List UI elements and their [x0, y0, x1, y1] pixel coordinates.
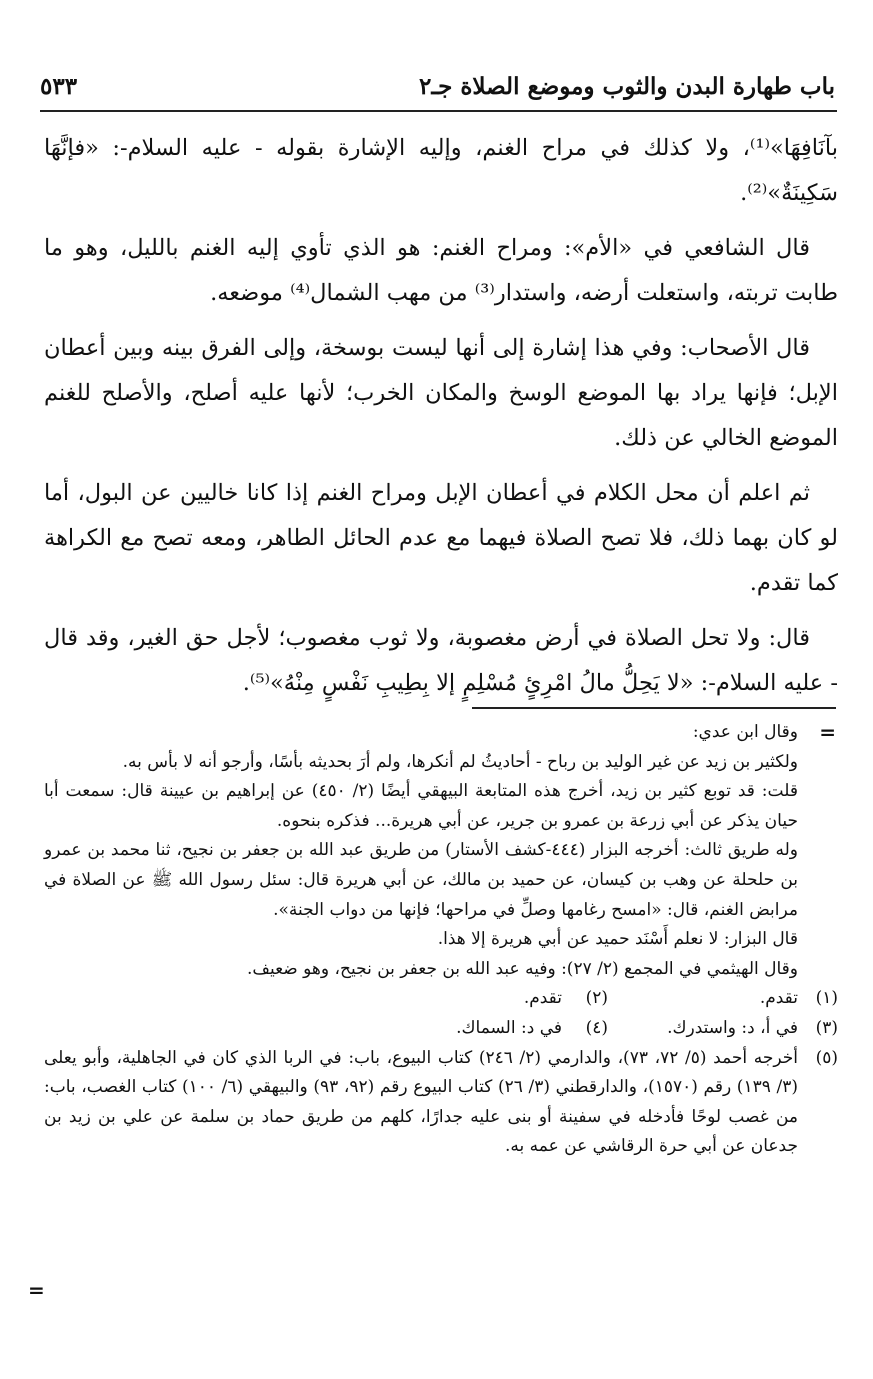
footnote-number: (٥)	[815, 1047, 838, 1068]
footnote-4	[378, 1014, 608, 1044]
footnote-number: (٣)	[815, 1017, 838, 1038]
footnote-line: وقال ابن عدي:	[692, 722, 798, 742]
paragraph-3: قال الأصحاب: وفي هذا إشارة إلى أنها ليست بوسخة، وإلى الفرق بينه وبين أعطان الإبل؛ فإنها يراد بها الموضع الوسخ والمكان الخرب؛ لأنها عليه أصلح، والأصلح للغنم الموضع الخالي عن ذلك.	[44, 335, 838, 451]
footnote-text: في أ، د: واستدرك.	[667, 1017, 798, 1038]
footnote-text: تقدم.	[759, 988, 798, 1009]
footnote-line: ولكثير بن زيد عن غير الوليد بن رباح - أحاديثُ لم أنكرها، ولم أرَ بحديثه بأسًا، وأرجو أنه لا بأس به.	[122, 751, 798, 772]
footnote-number: (٢)	[585, 988, 608, 1009]
paragraph-4: ثم اعلم أن محل الكلام في أعطان الإبل ومراح الغنم إذا كانا خاليين عن البول، أما لو كان بهما ذلك، فلا تصح الصلاة فيهما مع عدم الحائل الطاهر، ومعه تصح مع الكراهة كما تقدم.	[44, 480, 838, 596]
continuation-marker-bottom: =	[28, 1278, 45, 1302]
footnotes	[44, 718, 838, 1162]
footnote-number: (١)	[815, 988, 838, 1009]
paragraph-2: قال الشافعي في «الأم»: ومراح الغنم: هو الذي تأوي إليه الغنم بالليل، وهو ما طابت تربته، واستعلت أرضه، واستدار⁽³⁾ من مهب الشمال⁽⁴⁾ موضعه.	[44, 235, 838, 306]
footnote-1	[608, 984, 838, 1014]
footnote-row-3-4	[44, 1014, 838, 1044]
footnote-text: تقدم.	[523, 988, 562, 1009]
paragraph-1: بآنَافِهَا»⁽¹⁾، ولا كذلك في مراح الغنم، وإليه الإشارة بقوله - عليه السلام-: «فإنَّهَا سَكِينَةٌ»⁽²⁾.	[44, 135, 838, 206]
paragraph-5: قال: ولا تحل الصلاة في أرض مغصوبة، ولا ثوب مغصوب؛ لأجل حق الغير، وقد قال - عليه السلام-: «لا يَحِلُّ مالُ امْرِئٍ مُسْلِمٍ إلا بِطِيبِ نَفْسٍ مِنْهُ»⁽⁵⁾.	[44, 625, 838, 696]
main-text	[44, 126, 838, 716]
page-number: ٥٣٣	[40, 72, 78, 100]
footnote-3	[608, 1014, 838, 1044]
footnote-continuation	[44, 718, 838, 984]
footnote-line: وقال الهيثمي في المجمع (٢/ ٢٧): وفيه عبد الله بن جعفر بن نجيح، وهو ضعيف.	[246, 958, 798, 979]
footnote-5	[44, 1044, 838, 1162]
footnote-number: (٤)	[585, 1017, 608, 1038]
footnote-2	[378, 984, 608, 1014]
footnote-text: في د: السماك.	[456, 1017, 562, 1038]
footnote-line: وله طريق ثالث: أخرجه البزار (٤٤٤-كشف الأستار) من طريق عبد الله بن جعفر بن نجيح، ثنا محمد بن عمرو بن حلحلة عن وهب بن كيسان، عن حميد بن مالك، عن أبي هريرة قال: سئل رسول الله ﷺ عن الصلاة في مرابض الغنم، قال: «امسح رغامها وصلِّ في مراحها؛ فإنها من دواب الجنة».	[44, 840, 798, 920]
footnote-line: قال البزار: لا نعلم أَسْنَد حميد عن أبي هريرة إلا هذا.	[437, 929, 798, 950]
footnote-row-1-2	[44, 984, 838, 1014]
footnote-text: أخرجه أحمد (٥/ ٧٢، ٧٣)، والدارمي (٢/ ٢٤٦) كتاب البيوع، باب: في الربا الذي كان في الجاهلية، وأبو يعلى (٣/ ١٣٩) رقم (١٥٧٠)، والدارقطني (٣/ ٢٦) كتاب البيوع رقم (٩٢، ٩٣) والبيهقي (٦/ ١٠٠) كتاب الغصب، باب: من غصب لوحًا فأدخله في سفينة أو بنى عليه جدارًا، كلهم من طريق حماد بن سلمة عن علي بن زيد بن جدعان عن أبي حرة الرقاشي عن عمه به.	[44, 1047, 798, 1157]
page-header	[40, 62, 835, 110]
footnote-line: قلت: قد توبع كثير بن زيد، أخرج هذه المتابعة البيهقي أيضًا (٢/ ٤٥٠) عن إبراهيم بن عيينة قال: سمعت أبا حيان يذكر عن أبي زرعة بن عمرو بن جرير، عن أبي هريرة... فذكره بنحوه.	[44, 781, 798, 831]
running-title: باب طهارة البدن والثوب وموضع الصلاة جـ٢	[419, 72, 835, 100]
footnote-divider	[472, 707, 836, 709]
header-divider	[40, 110, 837, 112]
continuation-marker: =	[819, 720, 836, 744]
